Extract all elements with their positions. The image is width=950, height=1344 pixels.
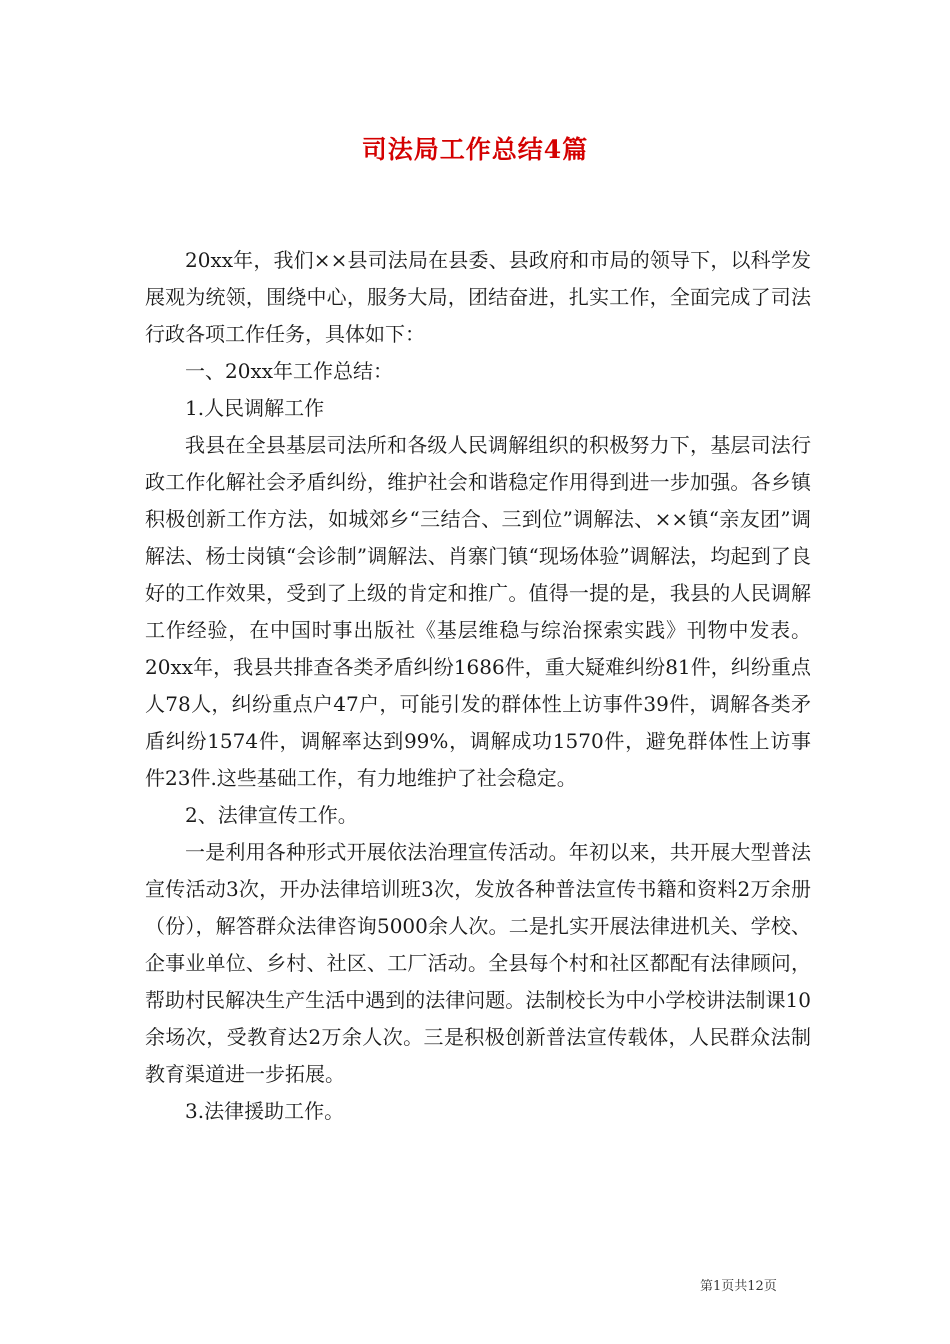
subsection-heading-mediation: 1.人民调解工作 bbox=[185, 396, 325, 420]
document-body bbox=[145, 242, 811, 1130]
paragraph-intro: 20xx年，我们××县司法局在县委、县政府和市局的领导下，以科学发展观为统领，围绕中心，服务大局，团结奋进，扎实工作，全面完成了司法行政各项工作任务，具体如下： bbox=[145, 248, 811, 346]
paragraph-legal-publicity: 一是利用各种形式开展依法治理宣传活动。年初以来，共开展大型普法宣传活动3次，开办法律培训班3次，发放各种普法宣传书籍和资料2万余册（份），解答群众法律咨询5000余人次。二是扎实开展法律进机关、学校、企事业单位、乡村、社区、工厂活动。全县每个村和社区都配有法律顾问，帮助村民解决生产生活中遇到的法律问题。法制校长为中小学校讲法制课10余场次，受教育达2万余人次。三是积极创新普法宣传载体，人民群众法制教育渠道进一步拓展。 bbox=[145, 840, 811, 1086]
document-title: 司法局工作总结4篇 bbox=[361, 135, 589, 164]
paragraph-mediation: 我县在全县基层司法所和各级人民调解组织的积极努力下，基层司法行政工作化解社会矛盾纠纷，维护社会和谐稳定作用得到进一步加强。各乡镇积极创新工作方法，如城郊乡“三结合、三到位”调解法、××镇“亲友团”调解法、杨士岗镇“会诊制”调解法、肖寨门镇“现场体验”调解法，均起到了良好的工作效果，受到了上级的肯定和推广。值得一提的是，我县的人民调解工作经验，在中国时事出版社《基层维稳与综治探索实践》刊物中发表。20xx年，我县共排查各类矛盾纠纷1686件，重大疑难纠纷81件，纠纷重点人78人，纠纷重点户47户，可能引发的群体性上访事件39件，调解各类矛盾纠纷1574件，调解率达到99%，调解成功1570件，避免群体性上访事件23件.这些基础工作，有力地维护了社会稳定。 bbox=[145, 433, 811, 790]
subsection-heading-legal-publicity: 2、法律宣传工作。 bbox=[185, 803, 358, 827]
section-heading-1: 一、20xx年工作总结： bbox=[185, 359, 394, 383]
page-number-footer: 第1页共12页 bbox=[700, 1279, 777, 1294]
subsection-heading-legal-aid: 3.法律援助工作。 bbox=[185, 1099, 345, 1123]
